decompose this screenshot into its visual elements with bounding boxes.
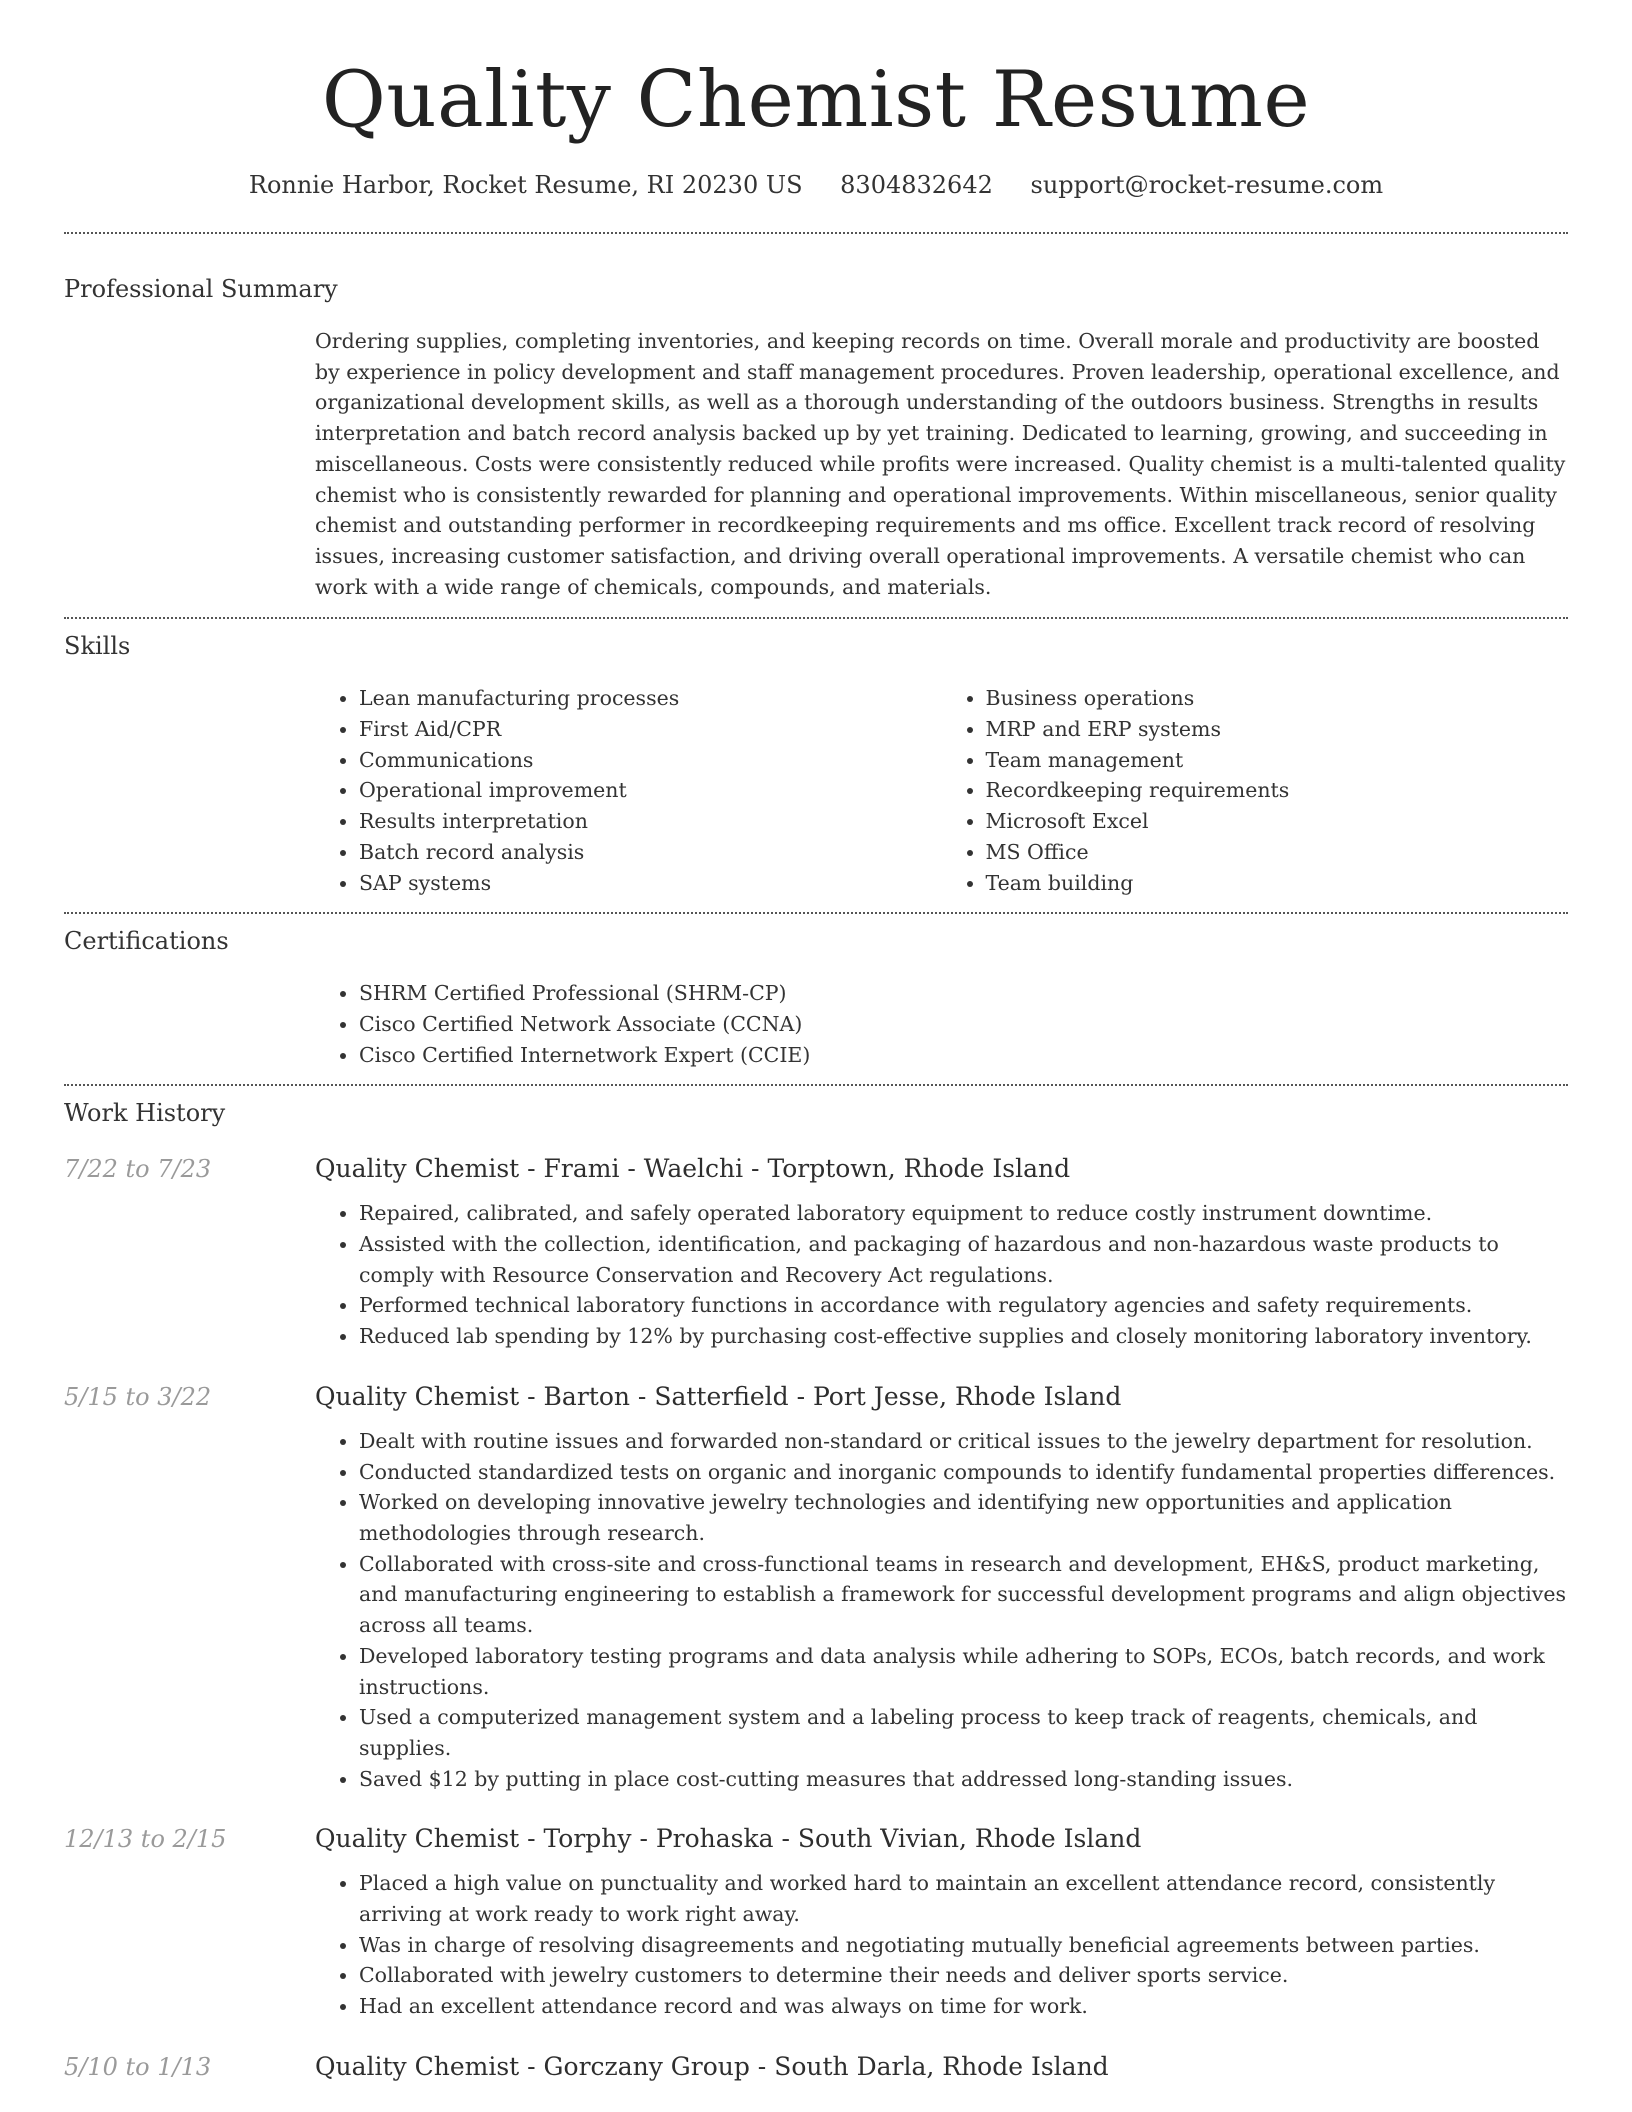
job-title: Quality Chemist - Torphy - Prohaska - South Vivian, Rhode Island	[315, 1824, 1142, 1854]
list-item: • MS Office	[986, 837, 1569, 868]
job-title: Quality Chemist - Gorczany Group - South Darla, Rhode Island	[315, 2051, 1109, 2081]
job-bullets	[315, 1426, 1568, 1794]
job-entry	[64, 1154, 1568, 1352]
list-item: • First Aid/CPR	[359, 714, 942, 745]
list-item: • Had an excellent attendance record and was always on time for work.	[359, 1991, 1568, 2022]
contact-address: Ronnie Harbor, Rocket Resume, RI 20230 US	[248, 171, 803, 199]
resume-page	[64, 0, 1568, 2096]
list-item: • Microsoft Excel	[986, 806, 1569, 837]
summary-section	[64, 234, 1568, 602]
list-item: • Lean manufacturing processes	[359, 683, 942, 714]
summary-text: Ordering supplies, completing inventories, and keeping records on time. Overall morale and productivity are boosted by experience in policy development and staff management procedures. Proven leadership, operational excellence, and organizational development skills, as well as a thorough understanding of the outdoors business. Strengths in results interpretation and batch record analysis backed up by yet training. Dedicated to learning, growing, and succeeding in miscellaneous. Costs were consistently reduced while profits were increased. Quality chemist is a multi-talented quality chemist who is consistently rewarded for planning and operational improvements. Within miscellaneous, senior quality chemist and outstanding performer in recordkeeping requirements and ms office. Excellent track record of resolving issues, increasing customer satisfaction, and driving overall operational improvements. A versatile chemist who can work with a wide range of chemicals, compounds, and materials.	[315, 329, 1566, 599]
list-item: • Saved $12 by putting in place cost-cutting measures that addressed long-standing issues.	[359, 1764, 1568, 1795]
list-item: • Placed a high value on punctuality and worked hard to maintain an excellent attendance record, consistently arriving at work ready to work right away.	[359, 1868, 1568, 1929]
summary-heading: Professional Summary	[64, 275, 338, 303]
list-item: • Collaborated with jewelry customers to determine their needs and deliver sports service.	[359, 1960, 1568, 1991]
list-item: • Business operations	[986, 683, 1569, 714]
certifications-heading: Certifications	[64, 927, 229, 956]
list-item: • Communications	[359, 745, 942, 776]
list-item: • Team building	[986, 868, 1569, 899]
list-item: • Cisco Certified Network Associate (CCNA)	[359, 1009, 1568, 1040]
job-dates: 5/15 to 3/22	[64, 1382, 212, 1411]
job-entry	[64, 1382, 1568, 1794]
job-entry	[64, 1824, 1568, 2022]
list-item: • Collaborated with cross-site and cross-functional teams in research and development, EH&S, product marketing, and manufacturing engineering to establish a framework for successful development programs and align objectives across all teams.	[359, 1549, 1568, 1641]
contact-line	[64, 170, 1568, 200]
certifications-list	[315, 978, 1568, 1070]
list-item: • Operational improvement	[359, 775, 942, 806]
job-dates: 7/22 to 7/23	[64, 1155, 212, 1184]
list-item: • SAP systems	[359, 868, 942, 899]
job-dates: 12/13 to 2/15	[64, 1825, 227, 1854]
skills-list-right	[942, 683, 1569, 898]
list-item: • SHRM Certified Professional (SHRM-CP)	[359, 978, 1568, 1009]
list-item: • Repaired, calibrated, and safely operated laboratory equipment to reduce costly instrument downtime.	[359, 1198, 1568, 1229]
contact-email: support@rocket-resume.com	[1030, 171, 1384, 199]
list-item: • Batch record analysis	[359, 837, 942, 868]
skills-section	[64, 619, 1568, 898]
job-bullets	[315, 1198, 1568, 1352]
list-item: • Reduced lab spending by 12% by purchasing cost-effective supplies and closely monitoring laboratory inventory.	[359, 1321, 1568, 1352]
list-item: • Recordkeeping requirements	[986, 775, 1569, 806]
work-history-section	[64, 1086, 1568, 2095]
resume-title: Quality Chemist Resume	[321, 55, 1311, 145]
list-item: • Performed technical laboratory functions in accordance with regulatory agencies and safety requirements.	[359, 1290, 1568, 1321]
skills-heading: Skills	[64, 632, 131, 661]
list-item: • Was in charge of resolving disagreements and negotiating mutually beneficial agreements between parties.	[359, 1930, 1568, 1961]
contact-phone: 8304832642	[840, 171, 993, 199]
work-history-heading: Work History	[64, 1099, 226, 1128]
job-dates: 5/10 to 1/13	[64, 2052, 212, 2081]
job-bullets	[315, 1868, 1568, 2022]
list-item: • Cisco Certified Internetwork Expert (CCIE)	[359, 1040, 1568, 1071]
skills-list-left	[315, 683, 942, 898]
list-item: • Results interpretation	[359, 806, 942, 837]
job-title: Quality Chemist - Barton - Satterfield - Port Jesse, Rhode Island	[315, 1381, 1122, 1411]
list-item: • Assisted with the collection, identification, and packaging of hazardous and non-hazardous waste products to comply with Resource Conservation and Recovery Act regulations.	[359, 1229, 1568, 1290]
list-item: • Team management	[986, 745, 1569, 776]
list-item: • Worked on developing innovative jewelry technologies and identifying new opportunities and application methodologies through research.	[359, 1487, 1568, 1548]
list-item: • Conducted standardized tests on organic and inorganic compounds to identify fundamental properties differences.	[359, 1457, 1568, 1488]
job-title: Quality Chemist - Frami - Waelchi - Torptown, Rhode Island	[315, 1154, 1071, 1184]
list-item: • Dealt with routine issues and forwarded non-standard or critical issues to the jewelry department for resolution.	[359, 1426, 1568, 1457]
list-item: • MRP and ERP systems	[986, 714, 1569, 745]
certifications-section	[64, 914, 1568, 1070]
list-item: • Developed laboratory testing programs and data analysis while adhering to SOPs, ECOs, batch records, and work instructions.	[359, 1641, 1568, 1702]
job-entry	[64, 2052, 1568, 2096]
list-item: • Used a computerized management system and a labeling process to keep track of reagents, chemicals, and supplies.	[359, 1702, 1568, 1763]
